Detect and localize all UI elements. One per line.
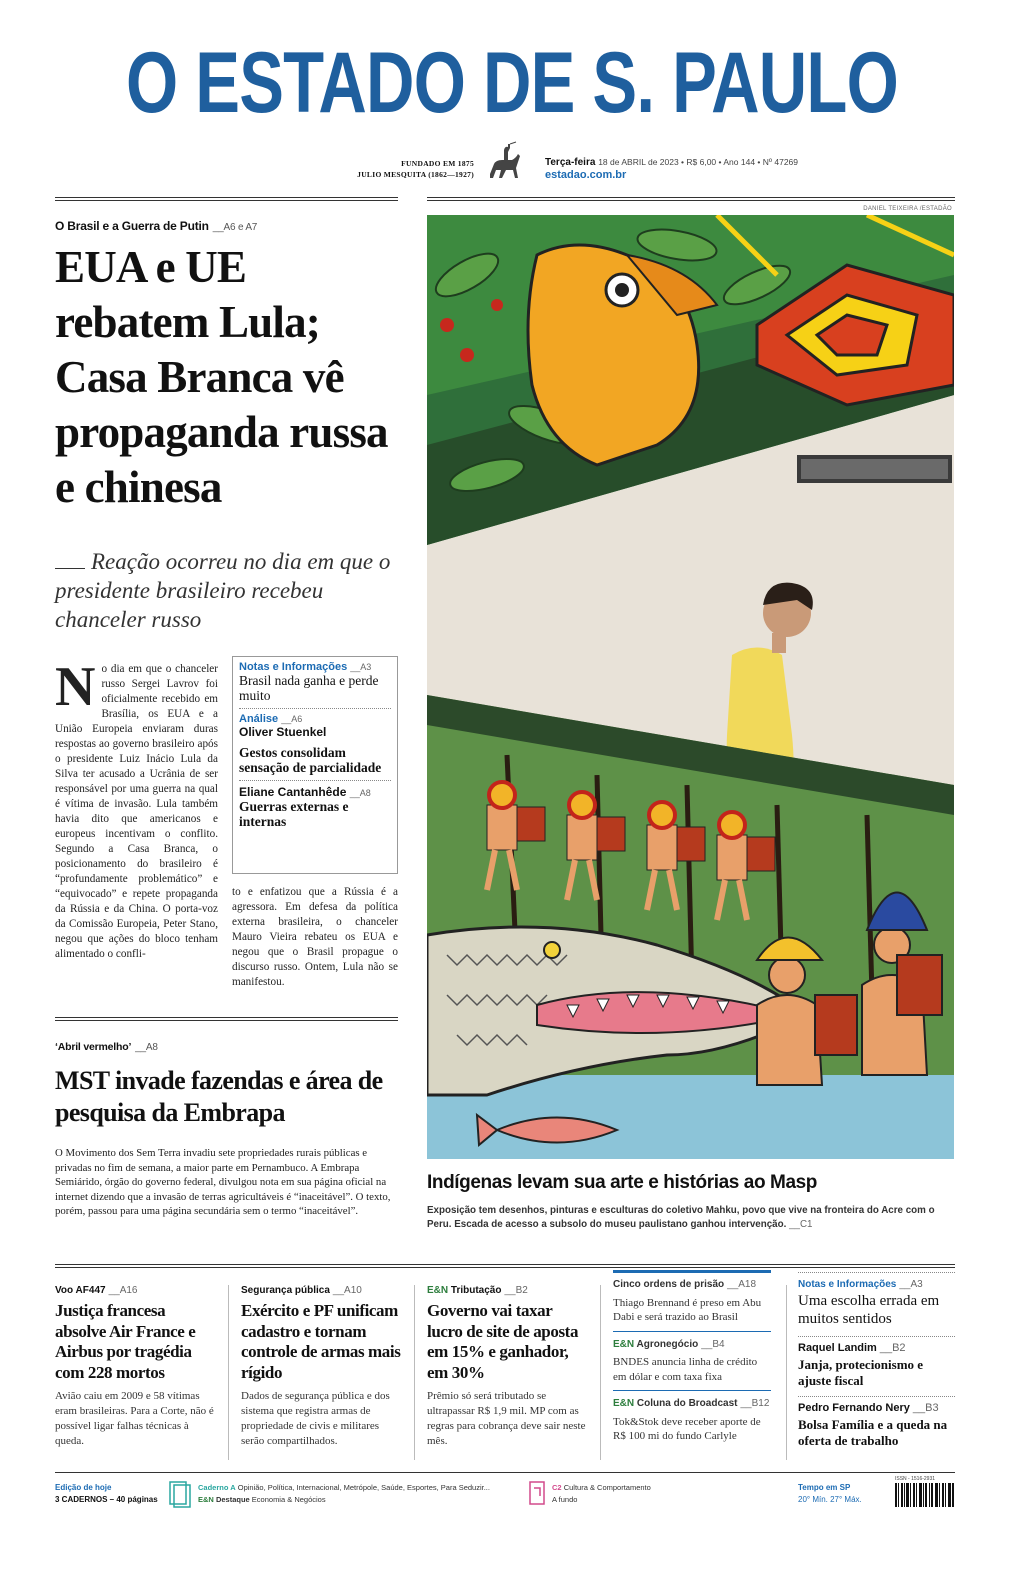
caderno-a-icon [168, 1480, 192, 1508]
brief-item[interactable]: Cinco ordens de prisão __A18 Thiago Brennand é preso em Abu Dabi e será trazido ao Brasil [613, 1279, 762, 1323]
founded-line: FUNDADO EM 1875 [401, 159, 474, 168]
related-title[interactable]: Gestos consolidam sensação de parcialidade [239, 745, 382, 775]
founded-info [357, 158, 474, 180]
related-kicker: Análise __A6 [239, 713, 303, 725]
opinion-title[interactable]: Uma escolha errada em muitos sentidos [798, 1293, 940, 1327]
photo-title[interactable]: Indígenas levam sua arte e histórias ao Masp [427, 1172, 818, 1193]
story-headline[interactable]: Exército e PF unificam cadastro e tornam controle de armas mais rígido [241, 1301, 401, 1382]
story-kicker: Voo AF447 __A16 [55, 1285, 138, 1296]
mst-headline[interactable]: MST invade fazendas e área de pesquisa da Embrapa [55, 1066, 383, 1127]
dateline [545, 156, 798, 182]
opinion-title[interactable]: Janja, protecionismo e ajuste fiscal [798, 1357, 924, 1388]
brief-item[interactable]: E&N Agronegócio __B4 BNDES anuncia linha de crédito em dólar e com taxa fixa [613, 1338, 758, 1383]
photo-caption: Exposição tem desenhos, pinturas e esculturas do coletivo Mahku, povo que vive na fronteira do Acre com o Peru. Escada de acesso a subsolo do museu paulistano ganhou intervenção. __C1 [427, 1205, 935, 1230]
opinion-kicker: Notas e Informações __A3 [798, 1279, 923, 1290]
story-kicker: Segurança pública __A10 [241, 1285, 362, 1296]
mst-ref: A8 [145, 1042, 158, 1053]
mural-illustration [427, 215, 954, 1159]
related-kicker: Notas e Informações __A3 [239, 661, 372, 673]
lead-body-text-1: o dia em que o chanceler russo Sergei Lavrov foi oficialmente recebido em Brasília, os EUA e a União Europeia enviaram duras respostas ao governo brasileiro após o presidente Luiz Inácio Lula da Silva ter acusado a Ucrânia de ser responsável por uma guerra na qual é vítima de invasão. Lula também havia dito que americanos e europeus incentivam o conflito. Segundo a Casa Branca, o posicionamento do brasileiro é “profundamente problemático” e “equivocado” e repete propaganda da Rússia e da China. O porta-voz da Comissão Europeia, Peter Stano, negou que ações do bloco tenham alimentado o confli- [55, 663, 218, 960]
related-title[interactable]: Guerras externas e internas [239, 799, 349, 829]
story-apostas [427, 1285, 587, 1449]
story-af447 [55, 1285, 215, 1449]
lead-body-col1 [55, 656, 218, 962]
mst-kicker-text: ‘Abril vermelho’ [55, 1041, 132, 1053]
opinion-title[interactable]: Bolsa Família e a queda na oferta de trabalho [798, 1417, 948, 1448]
day-label: Terça-feira [545, 157, 596, 168]
lead-headline[interactable]: EUA e UE rebatem Lula; Casa Branca vê propaganda russa e chinesa [55, 242, 388, 512]
opinion-kicker: Pedro Fernando Nery __B3 [798, 1402, 939, 1414]
founder-line: JULIO MESQUITA (1862—1927) [357, 170, 474, 179]
mst-body: O Movimento dos Sem Terra invadiu sete propriedades rurais públicas e privadas no fim de semana, a maior parte em Pernambuco. A Embrapa Semiárido, órgão do governo federal, divulgou nota em sua página oficial na internet dizendo que a invasão de terras agricultáveis é “inaceitável”. O texto, porém, passou para uma página secundária sem o termo “inaceitável”. [55, 1147, 391, 1217]
photo-caption-ref: C1 [799, 1219, 813, 1230]
caderno-a-info[interactable]: Caderno A Opinião, Política, Internacional, Metrópole, Saúde, Esportes, Para Seduzir... E&N Destaque Economia & Negócios [198, 1483, 490, 1504]
lead-kicker-text: O Brasil e a Guerra de Putin [55, 219, 209, 233]
c2-icon [528, 1480, 548, 1508]
related-box [232, 656, 398, 874]
story-body: Avião caiu em 2009 e 58 vítimas eram brasileiras. Para a Corte, não é possível ligar falhas técnicas à queda. [55, 1390, 214, 1447]
lead-kicker-ref: A6 e A7 [223, 222, 258, 233]
weather-info: Tempo em SP 20° Mín. 27° Máx. [798, 1483, 862, 1504]
date-info: 18 de ABRIL de 2023 • R$ 6,00 • Ano 144 • Nº 47269 [598, 157, 798, 167]
issn-label: ISSN - 1516-2931 [895, 1476, 936, 1482]
brief-item[interactable]: E&N Coluna do Broadcast __B12 Tok&Stok deve receber aporte de R$ 100 mi do fundo Carlyle [613, 1398, 770, 1442]
related-author: Oliver Stuenkel [239, 725, 327, 739]
site-link[interactable]: estadao.com.br [545, 169, 627, 181]
lead-kicker: O Brasil e a Guerra de Putin __A6 e A7 [55, 219, 258, 233]
briefs-column [613, 1270, 771, 1460]
mst-kicker: ‘Abril vermelho’ __A8 [55, 1041, 158, 1053]
opinion-column [798, 1272, 955, 1462]
opinion-kicker: Raquel Landim __B2 [798, 1342, 906, 1354]
story-headline[interactable]: Governo vai taxar lucro de site de aposta em 15% e ganhador, em 30% [427, 1301, 579, 1382]
lead-deck [55, 547, 405, 634]
photo-credit: DANIEL TEIXEIRA /ESTADÃO [863, 206, 952, 212]
horse-rider-logo-icon [482, 140, 528, 186]
masthead-title: O ESTADO DE S. PAULO [125, 35, 899, 131]
dropcap: N [55, 656, 96, 718]
story-body: Prêmio só será tributado se ultrapassar R$ 1,9 mil. MP com as regras para cobrança deve sair neste mês. [427, 1390, 586, 1447]
story-body: Dados de segurança pública e dos sistema que registra armas de propriedade de civis e militares serão compartilhados. [241, 1390, 390, 1447]
lead-body-col2: to e enfatizou que a Rússia é a agressora. Em defesa da política externa brasileira, o chanceler Mauro Vieira rebateu os EUA e negou que o Brasil propague o discurso russo. Ontem, Lula não se manifestou. [232, 886, 398, 988]
story-kicker: E&N Tributação __B2 [427, 1285, 528, 1296]
related-kicker: Eliane Cantanhêde __A8 [239, 785, 371, 799]
barcode-icon [895, 1483, 955, 1511]
c2-info[interactable]: C2 Cultura & Comportamento A fundo [552, 1483, 651, 1504]
related-title[interactable]: Brasil nada ganha e perde muito [239, 673, 379, 703]
lead-photo[interactable] [427, 215, 954, 1159]
story-headline[interactable]: Justiça francesa absolve Air France e Airbus por tragédia com 228 mortos [55, 1301, 196, 1382]
edition-info: Edição de hoje 3 CADERNOS – 40 páginas [55, 1483, 158, 1504]
photo-caption-text: Exposição tem desenhos, pinturas e esculturas do coletivo Mahku, povo que vive na fronteira do Acre com o Peru. Escada de acesso a subsolo do museu paulistano ganhou intervenção. [427, 1205, 935, 1230]
lead-deck-text: Reação ocorreu no dia em que o presidente brasileiro recebeu chanceler russo [55, 549, 391, 632]
story-armas [241, 1285, 401, 1449]
